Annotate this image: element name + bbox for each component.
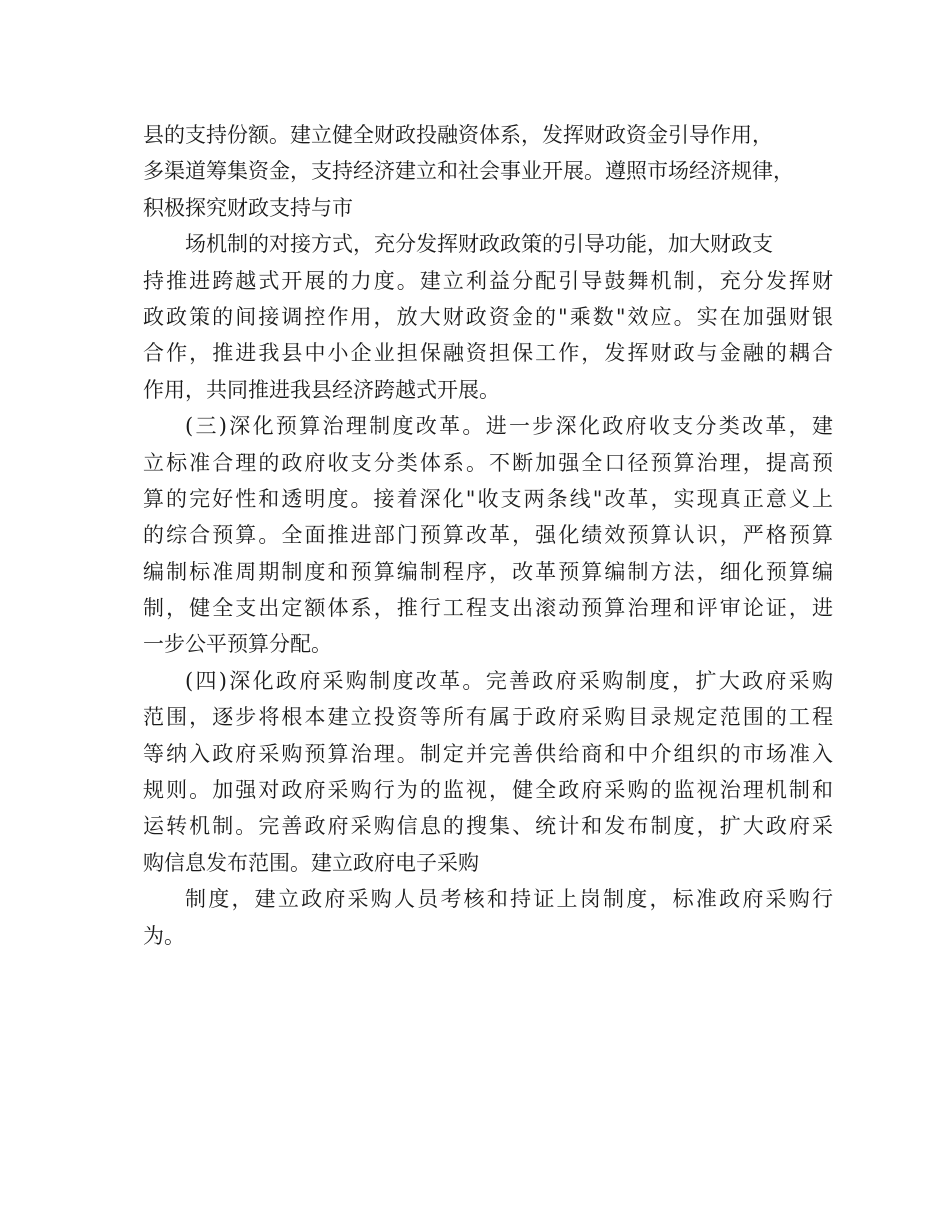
text-line: 场机制的对接方式，充分发挥财政政策的引导功能，加大财政支 [185,232,773,257]
text-line: 一步公平预算分配。 [143,632,332,657]
text-line: 持推进跨越式开展的力度。建立利益分配引导鼓舞机制，充分发挥财 [143,268,833,293]
text-line: 作用，共同推进我县经济跨越式开展。 [143,377,500,402]
text-line: 运转机制。完善政府采购信息的搜集、统计和发布制度，扩大政府采 [143,814,833,839]
text-line: 为。 [143,923,185,948]
text-line: 多渠道筹集资金，支持经济建立和社会事业开展。遵照市场经济规律， [143,159,794,184]
text-line: 立标准合理的政府收支分类体系。不断加强全口径预算治理，提高预 [143,450,833,475]
text-line: 算的完好性和透明度。接着深化"收支两条线"改革，实现真正意义上 [143,486,833,511]
text-line: (四)深化政府采购制度改革。完善政府采购制度，扩大政府采购 [185,668,833,693]
text-line: 购信息发布范围。建立政府电子采购 [143,850,479,875]
text-line: 政政策的间接调控作用，放大财政资金的"乘数"效应。实在加强财银 [143,304,833,329]
document-body [143,117,833,954]
text-line: 制，健全支出定额体系，推行工程支出滚动预算治理和评审论证，进 [143,596,833,621]
text-line: 县的支持份额。建立健全财政投融资体系，发挥财政资金引导作用， [143,123,773,147]
text-line: 编制标准周期制度和预算编制程序，改革预算编制方法，细化预算编 [143,559,833,584]
text-line: 的综合预算。全面推进部门预算改革，强化绩效预算认识，严格预算 [143,523,833,548]
text-line: (三)深化预算治理制度改革。进一步深化政府收支分类改革，建 [185,414,833,439]
text-line: 合作，推进我县中小企业担保融资担保工作，发挥财政与金融的耦合 [143,341,833,366]
text-line: 制度，建立政府采购人员考核和持证上岗制度，标准政府采购行 [185,887,833,912]
text-line: 积极探究财政支持与市 [143,195,353,220]
text-line: 等纳入政府采购预算治理。制定并完善供给商和中介组织的市场准入 [143,741,833,766]
text-line: 规则。加强对政府采购行为的监视，健全政府采购的监视治理机制和 [143,778,833,803]
text-line: 范围，逐步将根本建立投资等所有属于政府采购目录规定范围的工程 [143,705,833,730]
